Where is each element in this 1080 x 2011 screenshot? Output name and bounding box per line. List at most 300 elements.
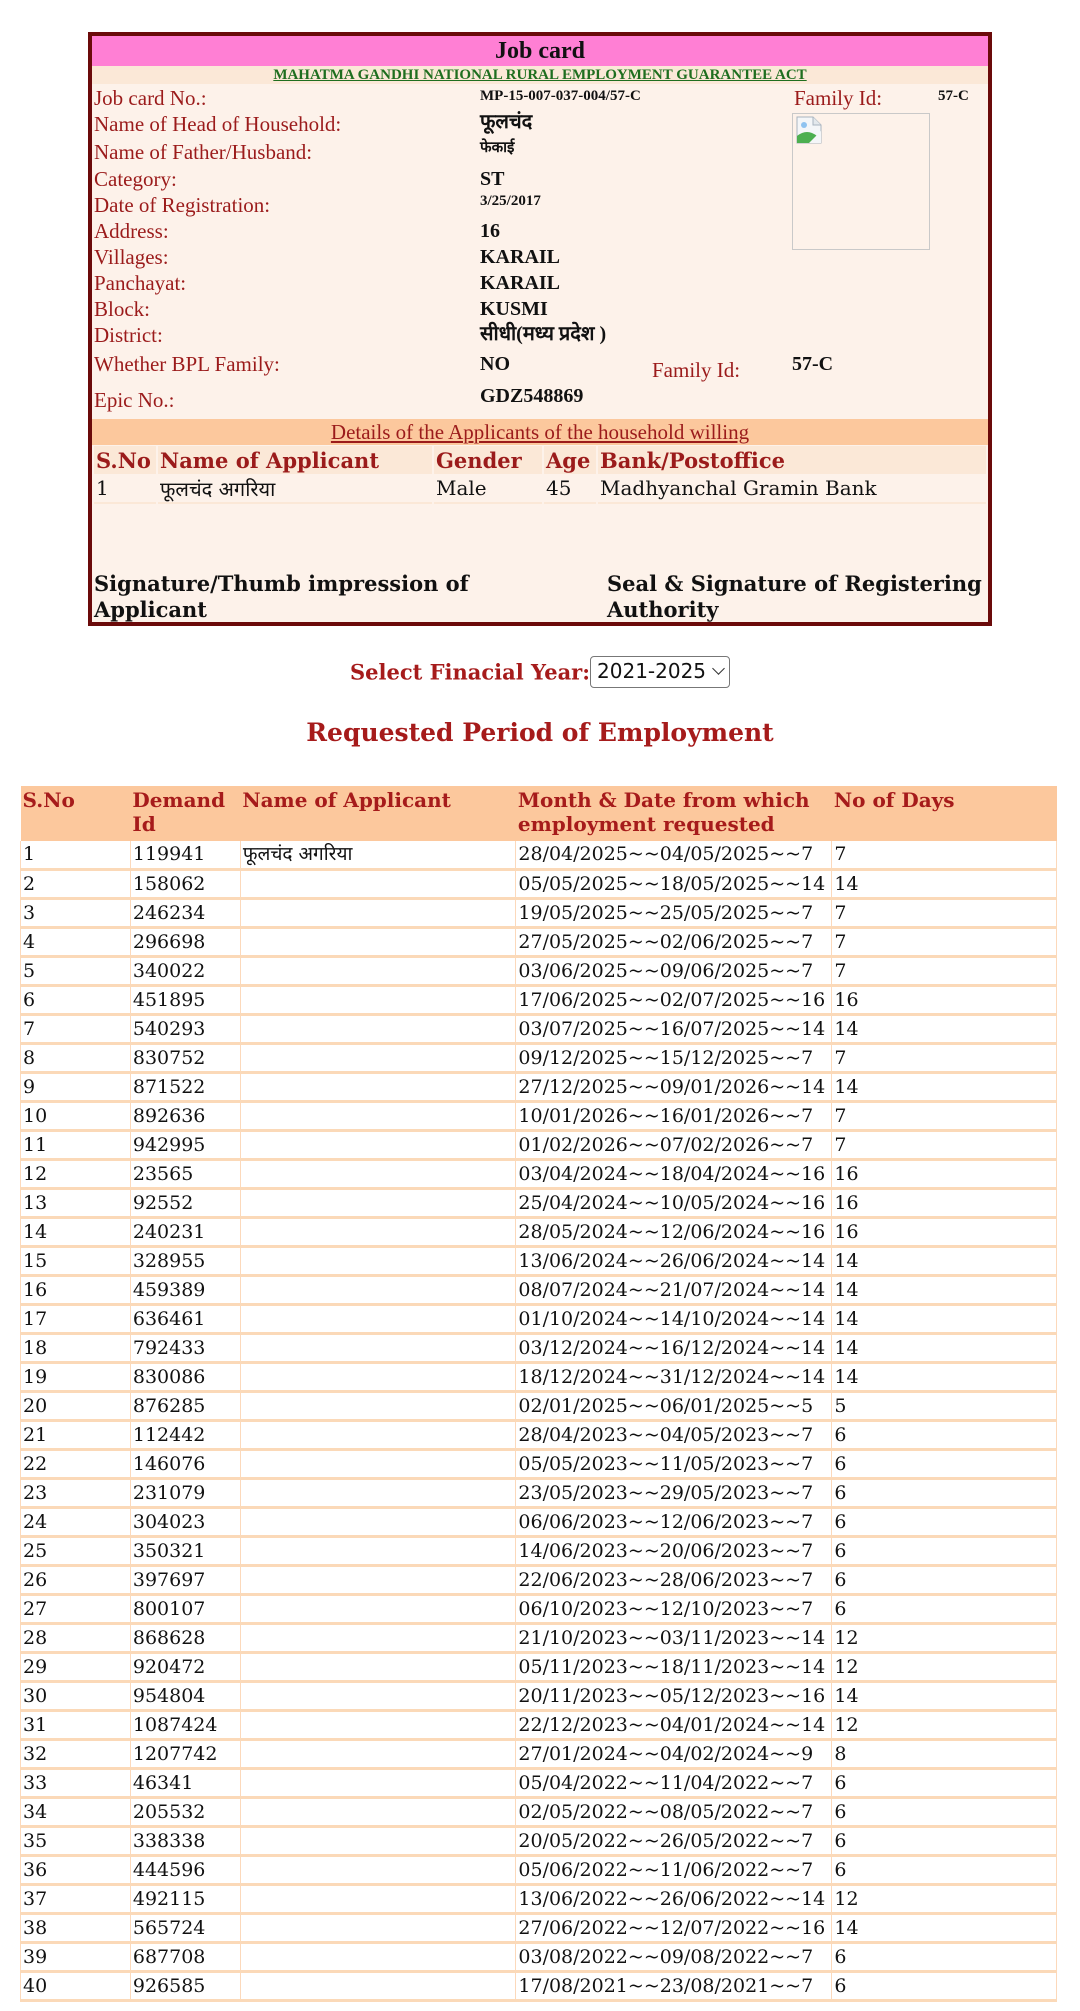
table-row: [21, 1478, 1057, 1507]
row-demand-id: 792433: [130, 1333, 240, 1362]
table-row: [21, 1855, 1057, 1884]
table-row: [21, 1652, 1057, 1681]
row-no-of-days: 14: [832, 1275, 1057, 1304]
row-demand-id: 146076: [130, 1449, 240, 1478]
row-demand-id: 338338: [130, 1826, 240, 1855]
row-applicant-name: [240, 898, 516, 927]
financial-year-selector: [0, 656, 1080, 688]
family-id-label: Family Id:: [794, 86, 883, 110]
table-row: [21, 956, 1057, 985]
table-row: [21, 1913, 1057, 1942]
row-applicant-name: [240, 1739, 516, 1768]
row-demand-id: 687708: [130, 1942, 240, 1971]
table-row: [21, 1971, 1057, 2000]
row-demand-id: 23565: [130, 1159, 240, 1188]
block-label: Block:: [94, 297, 150, 321]
row-date-range: 28/04/2023~~04/05/2023~~7: [516, 1420, 832, 1449]
row-no-of-days: 5: [832, 1391, 1057, 1420]
row-no-of-days: 14: [832, 1304, 1057, 1333]
table-row: [21, 1942, 1057, 1971]
col-bank: Bank/Postoffice: [598, 446, 986, 474]
row-applicant-name: [240, 1449, 516, 1478]
col-no-of-days: No of Days: [832, 786, 1057, 841]
row-no-of-days: 16: [832, 1159, 1057, 1188]
table-row: [21, 1159, 1057, 1188]
row-applicant-name: [240, 1652, 516, 1681]
table-row: [21, 1420, 1057, 1449]
row-sno: 34: [21, 1797, 131, 1826]
row-applicant-name: [240, 1855, 516, 1884]
job-card-no-label: Job card No.:: [94, 86, 207, 110]
table-row: [21, 1884, 1057, 1913]
row-applicant-name: [240, 927, 516, 956]
row-date-range: 05/04/2022~~11/04/2022~~7: [516, 1768, 832, 1797]
row-sno: 22: [21, 1449, 131, 1478]
registration-date-value: 3/25/2017: [480, 193, 541, 209]
job-card-no-value: MP-15-007-037-004/57-C: [480, 88, 641, 104]
row-sno: 17: [21, 1304, 131, 1333]
job-card: [88, 32, 992, 626]
row-date-range: 14/06/2023~~20/06/2023~~7: [516, 1536, 832, 1565]
row-no-of-days: 14: [832, 1333, 1057, 1362]
row-date-range: 22/12/2023~~04/01/2024~~14: [516, 1710, 832, 1739]
table-row: [21, 1449, 1057, 1478]
table-row: [21, 1797, 1057, 1826]
col-applicant-name: Name of Applicant: [240, 786, 516, 841]
row-date-range: 13/06/2024~~26/06/2024~~14: [516, 1246, 832, 1275]
row-applicant-name: [240, 1391, 516, 1420]
row-demand-id: 444596: [130, 1855, 240, 1884]
row-date-range: 28/05/2024~~12/06/2024~~16: [516, 1217, 832, 1246]
row-demand-id: 451895: [130, 985, 240, 1014]
row-sno: 33: [21, 1768, 131, 1797]
row-demand-id: 459389: [130, 1275, 240, 1304]
authority-signature-label: Seal & Signature of Registering Authority: [607, 571, 982, 622]
row-applicant-name: [240, 1043, 516, 1072]
row-demand-id: 830086: [130, 1362, 240, 1391]
table-row: [21, 1014, 1057, 1043]
applicant-gender: Male: [434, 474, 542, 504]
family-id-secondary-label: Family Id:: [652, 358, 741, 382]
row-applicant-name: फूलचंद अगरिया: [240, 841, 516, 869]
col-demand-id: Demand Id: [130, 786, 240, 841]
row-date-range: 06/06/2023~~12/06/2023~~7: [516, 1507, 832, 1536]
row-applicant-name: [240, 1681, 516, 1710]
row-demand-id: 876285: [130, 1391, 240, 1420]
row-applicant-name: [240, 1159, 516, 1188]
row-sno: 32: [21, 1739, 131, 1768]
registration-date-label: Date of Registration:: [94, 193, 271, 217]
row-applicant-name: [240, 1101, 516, 1130]
row-no-of-days: 12: [832, 1884, 1057, 1913]
table-row: [21, 927, 1057, 956]
table-row: [21, 1333, 1057, 1362]
row-date-range: 08/07/2024~~21/07/2024~~14: [516, 1275, 832, 1304]
row-demand-id: 942995: [130, 1130, 240, 1159]
row-applicant-name: [240, 1942, 516, 1971]
row-sno: 2: [21, 869, 131, 898]
row-demand-id: 296698: [130, 927, 240, 956]
head-of-household-label: Name of Head of Household:: [94, 112, 342, 136]
row-demand-id: 397697: [130, 1565, 240, 1594]
row-no-of-days: 7: [832, 927, 1057, 956]
applicants-table: [92, 446, 988, 504]
row-no-of-days: 6: [832, 1478, 1057, 1507]
table-row: [21, 1826, 1057, 1855]
row-sno: 1: [21, 841, 131, 869]
row-no-of-days: 12: [832, 1652, 1057, 1681]
row-sno: 8: [21, 1043, 131, 1072]
row-no-of-days: 12: [832, 1623, 1057, 1652]
row-demand-id: 1207742: [130, 1739, 240, 1768]
applicant-bank: Madhyanchal Gramin Bank: [598, 474, 986, 504]
row-sno: 39: [21, 1942, 131, 1971]
row-applicant-name: [240, 956, 516, 985]
district-label: District:: [94, 323, 163, 347]
table-row: [21, 841, 1057, 869]
col-sno: S.No: [94, 446, 156, 474]
row-date-range: 27/05/2025~~02/06/2025~~7: [516, 927, 832, 956]
row-no-of-days: 7: [832, 1101, 1057, 1130]
row-date-range: 06/10/2023~~12/10/2023~~7: [516, 1594, 832, 1623]
row-no-of-days: 7: [832, 1130, 1057, 1159]
row-demand-id: 954804: [130, 1681, 240, 1710]
table-row: [21, 1130, 1057, 1159]
row-sno: 23: [21, 1478, 131, 1507]
table-row: [21, 1594, 1057, 1623]
row-no-of-days: 6: [832, 1942, 1057, 1971]
villages-label: Villages:: [94, 245, 169, 269]
row-sno: 15: [21, 1246, 131, 1275]
family-id-secondary-value: 57-C: [792, 353, 834, 375]
applicant-name: फूलचंद अगरिया: [158, 474, 432, 504]
row-sno: 13: [21, 1188, 131, 1217]
row-applicant-name: [240, 1913, 516, 1942]
row-applicant-name: [240, 1246, 516, 1275]
row-date-range: 02/05/2022~~08/05/2022~~7: [516, 1797, 832, 1826]
financial-year-value: 2021-2025: [597, 659, 707, 683]
row-sno: 6: [21, 985, 131, 1014]
row-no-of-days: 6: [832, 1971, 1057, 2000]
applicant-photo: [792, 113, 930, 250]
row-no-of-days: 14: [832, 869, 1057, 898]
row-demand-id: 340022: [130, 956, 240, 985]
row-no-of-days: 12: [832, 1710, 1057, 1739]
address-value: 16: [480, 220, 500, 242]
applicant-details-heading: Details of the Applicants of the household willing: [92, 419, 988, 445]
row-demand-id: 119941: [130, 841, 240, 869]
row-date-range: 09/12/2025~~15/12/2025~~7: [516, 1043, 832, 1072]
row-demand-id: 158062: [130, 869, 240, 898]
row-no-of-days: 6: [832, 1768, 1057, 1797]
row-no-of-days: 7: [832, 841, 1057, 869]
row-no-of-days: 6: [832, 1797, 1057, 1826]
category-label: Category:: [94, 167, 177, 191]
row-no-of-days: 6: [832, 1826, 1057, 1855]
row-sno: 38: [21, 1913, 131, 1942]
table-row: [21, 1217, 1057, 1246]
table-row: [21, 869, 1057, 898]
row-applicant-name: [240, 1797, 516, 1826]
row-applicant-name: [240, 1884, 516, 1913]
row-applicant-name: [240, 1768, 516, 1797]
table-row: [21, 1710, 1057, 1739]
row-no-of-days: 6: [832, 1565, 1057, 1594]
table-row: [21, 1507, 1057, 1536]
financial-year-label: Select Finacial Year:: [349, 659, 591, 685]
panchayat-value: KARAIL: [480, 272, 561, 294]
table-row: [21, 1739, 1057, 1768]
applicant-sno: 1: [94, 474, 156, 504]
table-row: [21, 1768, 1057, 1797]
row-applicant-name: [240, 1971, 516, 2000]
table-row: [21, 1043, 1057, 1072]
row-sno: 35: [21, 1826, 131, 1855]
family-id-value: 57-C: [938, 88, 969, 104]
row-sno: 14: [21, 1217, 131, 1246]
panchayat-label: Panchayat:: [94, 271, 187, 295]
row-demand-id: 830752: [130, 1043, 240, 1072]
row-no-of-days: 8: [832, 1739, 1057, 1768]
broken-image-icon: [795, 116, 823, 144]
row-demand-id: 565724: [130, 1913, 240, 1942]
col-sno: S.No: [21, 786, 131, 841]
row-applicant-name: [240, 1333, 516, 1362]
row-applicant-name: [240, 1623, 516, 1652]
bpl-family-label: Whether BPL Family:: [94, 352, 280, 376]
bpl-family-value: NO: [480, 353, 510, 375]
row-demand-id: 328955: [130, 1246, 240, 1275]
row-applicant-name: [240, 985, 516, 1014]
table-row: [21, 1275, 1057, 1304]
row-applicant-name: [240, 1420, 516, 1449]
row-no-of-days: 16: [832, 1188, 1057, 1217]
row-applicant-name: [240, 869, 516, 898]
row-no-of-days: 6: [832, 1420, 1057, 1449]
head-of-household-value: फूलचंद: [480, 111, 533, 133]
row-sno: 3: [21, 898, 131, 927]
table-row: [21, 1681, 1057, 1710]
row-demand-id: 246234: [130, 898, 240, 927]
applicant-row: [94, 474, 986, 504]
table-row: [21, 985, 1057, 1014]
row-demand-id: 231079: [130, 1478, 240, 1507]
row-date-range: 01/10/2024~~14/10/2024~~14: [516, 1304, 832, 1333]
row-demand-id: 926585: [130, 1971, 240, 2000]
row-date-range: 20/05/2022~~26/05/2022~~7: [516, 1826, 832, 1855]
requested-period-table: [20, 786, 1057, 2002]
row-date-range: 03/06/2025~~09/06/2025~~7: [516, 956, 832, 985]
row-applicant-name: [240, 1478, 516, 1507]
row-date-range: 27/06/2022~~12/07/2022~~16: [516, 1913, 832, 1942]
row-date-range: 05/05/2025~~18/05/2025~~14: [516, 869, 832, 898]
row-applicant-name: [240, 1362, 516, 1391]
table-row: [21, 1362, 1057, 1391]
row-demand-id: 800107: [130, 1594, 240, 1623]
table-row: [21, 1101, 1057, 1130]
financial-year-select[interactable]: [590, 656, 730, 688]
row-demand-id: 350321: [130, 1536, 240, 1565]
row-date-range: 27/01/2024~~04/02/2024~~9: [516, 1739, 832, 1768]
row-no-of-days: 14: [832, 1246, 1057, 1275]
requested-rows: [21, 841, 1057, 2000]
row-date-range: 05/05/2023~~11/05/2023~~7: [516, 1449, 832, 1478]
row-date-range: 22/06/2023~~28/06/2023~~7: [516, 1565, 832, 1594]
row-no-of-days: 6: [832, 1536, 1057, 1565]
col-age: Age: [544, 446, 596, 474]
row-sno: 10: [21, 1101, 131, 1130]
row-sno: 25: [21, 1536, 131, 1565]
row-date-range: 28/04/2025~~04/05/2025~~7: [516, 841, 832, 869]
row-no-of-days: 16: [832, 985, 1057, 1014]
row-applicant-name: [240, 1188, 516, 1217]
table-row: [21, 898, 1057, 927]
row-demand-id: 92552: [130, 1188, 240, 1217]
row-sno: 36: [21, 1855, 131, 1884]
row-date-range: 10/01/2026~~16/01/2026~~7: [516, 1101, 832, 1130]
row-no-of-days: 16: [832, 1217, 1057, 1246]
villages-value: KARAIL: [480, 246, 561, 268]
row-sno: 37: [21, 1884, 131, 1913]
act-subtitle: MAHATMA GANDHI NATIONAL RURAL EMPLOYMENT GUARANTEE ACT: [92, 66, 988, 84]
row-demand-id: 240231: [130, 1217, 240, 1246]
row-no-of-days: 6: [832, 1855, 1057, 1884]
row-applicant-name: [240, 1130, 516, 1159]
row-demand-id: 304023: [130, 1507, 240, 1536]
table-row: [21, 1188, 1057, 1217]
row-applicant-name: [240, 1710, 516, 1739]
row-applicant-name: [240, 1275, 516, 1304]
row-demand-id: 46341: [130, 1768, 240, 1797]
row-applicant-name: [240, 1826, 516, 1855]
district-value: सीधी(मध्य प्रदेश ): [480, 323, 607, 345]
col-gender: Gender: [434, 446, 542, 474]
row-date-range: 01/02/2026~~07/02/2026~~7: [516, 1130, 832, 1159]
row-sno: 26: [21, 1565, 131, 1594]
job-card-title: Job card: [92, 36, 988, 66]
row-demand-id: 492115: [130, 1884, 240, 1913]
row-date-range: 05/06/2022~~11/06/2022~~7: [516, 1855, 832, 1884]
table-row: [21, 1565, 1057, 1594]
row-applicant-name: [240, 1594, 516, 1623]
row-date-range: 03/12/2024~~16/12/2024~~14: [516, 1333, 832, 1362]
applicant-age: 45: [544, 474, 596, 504]
row-demand-id: 1087424: [130, 1710, 240, 1739]
row-date-range: 25/04/2024~~10/05/2024~~16: [516, 1188, 832, 1217]
row-no-of-days: 14: [832, 1681, 1057, 1710]
row-applicant-name: [240, 1217, 516, 1246]
row-date-range: 17/08/2021~~23/08/2021~~7: [516, 1971, 832, 2000]
row-demand-id: 868628: [130, 1623, 240, 1652]
row-applicant-name: [240, 1304, 516, 1333]
row-sno: 11: [21, 1130, 131, 1159]
chevron-down-icon: [712, 662, 725, 675]
table-row: [21, 1072, 1057, 1101]
row-date-range: 02/01/2025~~06/01/2025~~5: [516, 1391, 832, 1420]
address-label: Address:: [94, 219, 169, 243]
category-value: ST: [480, 168, 505, 190]
row-demand-id: 205532: [130, 1797, 240, 1826]
row-sno: 21: [21, 1420, 131, 1449]
row-demand-id: 920472: [130, 1652, 240, 1681]
row-date-range: 19/05/2025~~25/05/2025~~7: [516, 898, 832, 927]
row-applicant-name: [240, 1507, 516, 1536]
table-row: [21, 1246, 1057, 1275]
row-demand-id: 112442: [130, 1420, 240, 1449]
row-date-range: 03/08/2022~~09/08/2022~~7: [516, 1942, 832, 1971]
row-no-of-days: 6: [832, 1507, 1057, 1536]
row-date-range: 03/07/2025~~16/07/2025~~14: [516, 1014, 832, 1043]
row-no-of-days: 6: [832, 1449, 1057, 1478]
row-no-of-days: 7: [832, 1043, 1057, 1072]
row-sno: 9: [21, 1072, 131, 1101]
row-sno: 7: [21, 1014, 131, 1043]
row-sno: 18: [21, 1333, 131, 1362]
row-date-range: 17/06/2025~~02/07/2025~~16: [516, 985, 832, 1014]
row-sno: 12: [21, 1159, 131, 1188]
row-sno: 24: [21, 1507, 131, 1536]
row-sno: 40: [21, 1971, 131, 2000]
row-applicant-name: [240, 1536, 516, 1565]
row-demand-id: 540293: [130, 1014, 240, 1043]
row-date-range: 13/06/2022~~26/06/2022~~14: [516, 1884, 832, 1913]
row-sno: 19: [21, 1362, 131, 1391]
row-no-of-days: 14: [832, 1014, 1057, 1043]
row-sno: 31: [21, 1710, 131, 1739]
row-sno: 4: [21, 927, 131, 956]
epic-no-value: GDZ548869: [480, 385, 584, 407]
col-name: Name of Applicant: [158, 446, 432, 474]
father-husband-value: फेकाई: [480, 140, 515, 156]
row-applicant-name: [240, 1565, 516, 1594]
row-demand-id: 636461: [130, 1304, 240, 1333]
epic-no-label: Epic No.:: [94, 388, 175, 412]
row-sno: 20: [21, 1391, 131, 1420]
row-date-range: 03/04/2024~~18/04/2024~~16: [516, 1159, 832, 1188]
row-no-of-days: 14: [832, 1072, 1057, 1101]
row-date-range: 18/12/2024~~31/12/2024~~14: [516, 1362, 832, 1391]
row-sno: 29: [21, 1652, 131, 1681]
row-no-of-days: 6: [832, 1594, 1057, 1623]
table-row: [21, 1304, 1057, 1333]
row-demand-id: 871522: [130, 1072, 240, 1101]
row-no-of-days: 7: [832, 898, 1057, 927]
row-date-range: 27/12/2025~~09/01/2026~~14: [516, 1072, 832, 1101]
row-applicant-name: [240, 1072, 516, 1101]
table-row: [21, 1623, 1057, 1652]
row-sno: 5: [21, 956, 131, 985]
applicant-signature-label: Signature/Thumb impression of Applicant: [94, 571, 469, 622]
row-sno: 30: [21, 1681, 131, 1710]
row-no-of-days: 14: [832, 1913, 1057, 1942]
row-no-of-days: 14: [832, 1362, 1057, 1391]
block-value: KUSMI: [480, 298, 548, 320]
father-husband-label: Name of Father/Husband:: [94, 140, 313, 164]
requested-period-title: Requested Period of Employment: [306, 718, 774, 747]
row-no-of-days: 7: [832, 956, 1057, 985]
row-sno: 16: [21, 1275, 131, 1304]
row-date-range: 23/05/2023~~29/05/2023~~7: [516, 1478, 832, 1507]
col-date-range: Month & Date from which employment requested: [516, 786, 832, 841]
table-row: [21, 1536, 1057, 1565]
row-applicant-name: [240, 1014, 516, 1043]
row-date-range: 21/10/2023~~03/11/2023~~14: [516, 1623, 832, 1652]
table-row: [21, 1391, 1057, 1420]
row-date-range: 20/11/2023~~05/12/2023~~16: [516, 1681, 832, 1710]
row-sno: 27: [21, 1594, 131, 1623]
row-sno: 28: [21, 1623, 131, 1652]
row-date-range: 05/11/2023~~18/11/2023~~14: [516, 1652, 832, 1681]
